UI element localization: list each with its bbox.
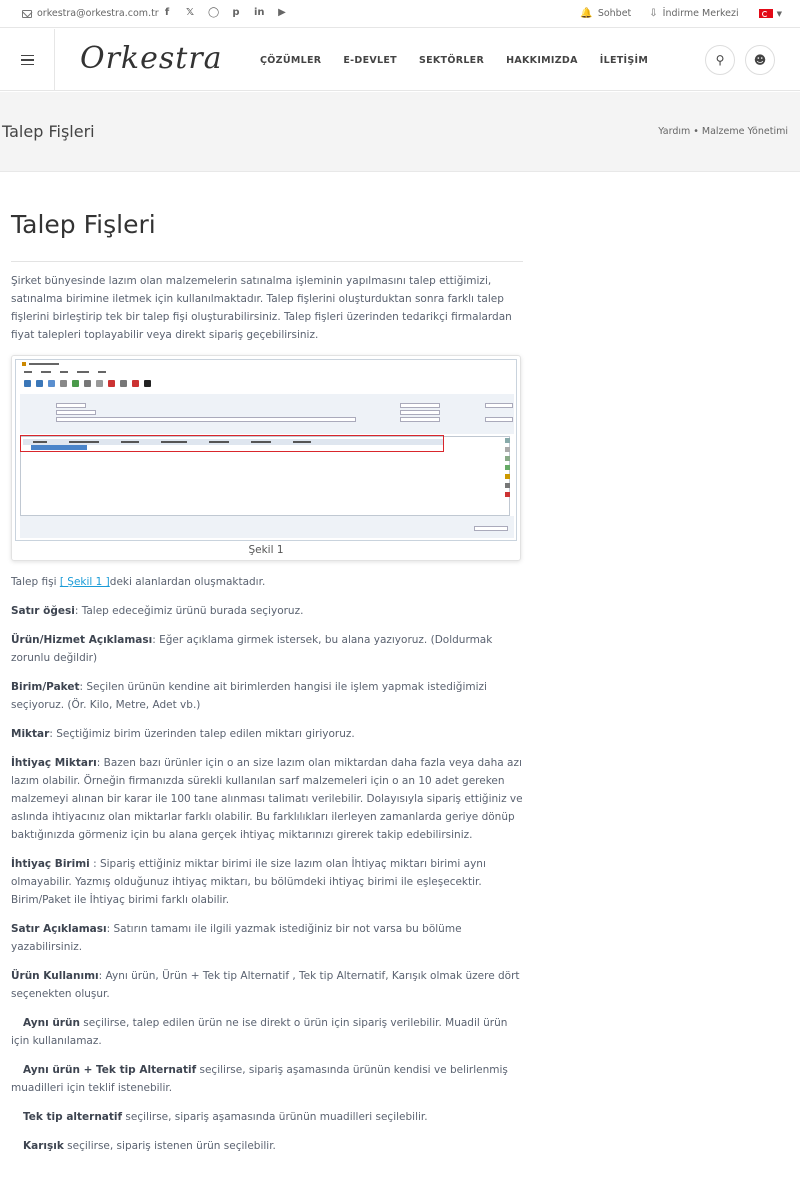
chat-label: Sohbet bbox=[597, 8, 632, 19]
figure-caption: Şekil 1 bbox=[248, 544, 284, 556]
nav-item-iletisim[interactable]: İLETİŞİM bbox=[599, 55, 649, 66]
field-urun-kullanimi: Ürün Kullanımı: Aynı ürün, Ürün + Tek tip Alternatif , Tek tip Alternatif, Karışık olmak üzere dört seçenekten oluşur. bbox=[11, 970, 520, 1000]
divider bbox=[11, 261, 523, 262]
figure-1 bbox=[11, 355, 521, 561]
figure-reference: Talep fişi [ Şekil 1 ]deki alanlardan oluşmaktadır. bbox=[11, 576, 266, 588]
user-button[interactable] bbox=[745, 45, 775, 75]
field-birim-paket: Birim/Paket: Seçilen ürünün kendine ait birimlerden hangisi ile işlem yapmak istediğimizi seçiyoruz. (Ör. Kilo, Metre, Adet vb.) bbox=[11, 681, 487, 711]
field-satir-aciklamasi: Satır Açıklaması: Satırın tamamı ile ilgili yazmak istediğiniz bir not varsa bu bölüme yazabilirsiniz. bbox=[11, 923, 462, 953]
page-title: Talep Fişleri bbox=[2, 122, 95, 141]
main-nav bbox=[260, 55, 648, 66]
field-satir-ogesi: Satır öğesi: Talep edeceğimiz ürünü burada seçiyoruz. bbox=[11, 605, 304, 617]
field-ihtiyac-miktari: İhtiyaç Miktarı: Bazen bazı ürünler için o an size lazım olan miktardan daha fazla veya daha azı lazım olabilir. Örneğin firmanızda sürekli kullanılan sarf malzemeleri için o an 10 adet gereken malzemeyi alınan bir karar ile 100 tane alınması talimatı verilebilir. Dolayısıyla sipariş ettiğiniz ve aslında ihtiyacınız olan miktarlar farklı olabilir. Bu farklılıkları ilerleyen zamanlarda geriye dönüp baktığınızda görmeniz için bu alana gerçek ihtiyaç miktarınızı girerek takip edebilirsiniz. bbox=[11, 757, 523, 841]
option-karisik: Karışık seçilirse, sipariş istenen ürün seçilebilir. bbox=[23, 1140, 276, 1152]
social-links bbox=[162, 7, 287, 18]
turkish-flag-icon[interactable] bbox=[759, 9, 773, 18]
field-ihtiyac-birimi: İhtiyaç Birimi : Sipariş ettiğiniz miktar birimi ile size lazım olan İhtiyaç miktarı birimi aynı olmayabilir. Yazmış olduğunuz ihtiyaç miktarı, bu bölümdeki ihtiyaç birimi ile eşleşecektir. Birim/Paket ile İhtiyaç birimi farklı olabilir. bbox=[11, 858, 486, 906]
breadcrumb[interactable]: Yardım • Malzeme Yönetimi bbox=[658, 126, 788, 137]
nav-item-cozumler[interactable]: ÇÖZÜMLER bbox=[260, 55, 322, 66]
article bbox=[11, 210, 523, 1166]
instagram-icon[interactable]: ◯ bbox=[208, 7, 220, 18]
envelope-icon bbox=[22, 10, 32, 18]
field-urun-hizmet-aciklamasi: Ürün/Hizmet Açıklaması: Eğer açıklama girmek istersek, bu alana yazıyoruz. (Doldurmak zorunlu değildir) bbox=[11, 634, 493, 664]
figure-1-link[interactable]: [ Şekil 1 ] bbox=[59, 576, 110, 588]
download-icon: ⇩ bbox=[649, 8, 658, 19]
email-text: orkestra@orkestra.com.tr bbox=[37, 8, 159, 19]
menu-icon[interactable] bbox=[0, 29, 55, 91]
chevron-down-icon[interactable]: ▼ bbox=[776, 9, 782, 18]
user-icon: ☻ bbox=[753, 53, 767, 67]
download-label: İndirme Merkezi bbox=[662, 8, 739, 19]
nav-item-hakkimizda[interactable]: HAKKIMIZDA bbox=[506, 55, 578, 66]
search-icon: ⚲ bbox=[715, 53, 725, 67]
top-bar bbox=[0, 0, 800, 28]
bell-icon: 🔔 bbox=[580, 8, 593, 19]
nav-item-e-devlet[interactable]: E-DEVLET bbox=[343, 55, 397, 66]
chat-link[interactable] bbox=[580, 8, 631, 19]
field-miktar: Miktar: Seçtiğimiz birim üzerinden talep edilen miktarı giriyoruz. bbox=[11, 728, 355, 740]
main-header bbox=[0, 29, 800, 91]
page-title-band bbox=[0, 92, 800, 172]
pinterest-icon[interactable]: p bbox=[232, 7, 240, 18]
article-heading: Talep Fişleri bbox=[11, 210, 156, 239]
search-button[interactable] bbox=[705, 45, 735, 75]
site-logo[interactable]: Orkestra bbox=[80, 41, 223, 76]
intro-paragraph: Şirket bünyesinde lazım olan malzemelerin satınalma işleminin yapılmasını talep ettiğimizi, satınalma birimine iletmek için kullanılmaktadır. Talep fişlerini oluşturduktan sonra farklı talep fişlerini birleştirip tek bir talep fişi oluşturabilirsiniz. Talep fişleri üzerinden tedarikçi firmalardan fiyat talepleri toplayabilir veya direkt sipariş geçebilirsiniz. bbox=[11, 275, 512, 341]
option-ayni-urun: Aynı ürün seçilirse, talep edilen ürün ne ise direkt o ürün için sipariş verilebilir. Muadil ürün için kullanılamaz. bbox=[11, 1017, 508, 1047]
facebook-icon[interactable]: f bbox=[164, 7, 170, 18]
option-ayni-urun-alternatif: Aynı ürün + Tek tip Alternatif seçilirse, sipariş aşamasında ürünün kendisi ve belirlenmiş muadilleri için teklif istenebilir. bbox=[11, 1064, 508, 1094]
twitter-icon[interactable]: 𝕏 bbox=[185, 7, 195, 18]
youtube-icon[interactable]: ▶ bbox=[278, 7, 286, 18]
linkedin-icon[interactable]: in bbox=[254, 7, 265, 18]
nav-item-sektorler[interactable]: SEKTÖRLER bbox=[418, 55, 485, 66]
top-bar-right bbox=[562, 8, 782, 19]
download-center-link[interactable] bbox=[649, 8, 738, 19]
screenshot-image bbox=[15, 359, 517, 541]
email-link[interactable] bbox=[22, 8, 159, 19]
option-tek-tip-alternatif: Tek tip alternatif seçilirse, sipariş aşamasında ürünün muadilleri seçilebilir. bbox=[23, 1111, 428, 1123]
highlight-box bbox=[20, 435, 444, 452]
